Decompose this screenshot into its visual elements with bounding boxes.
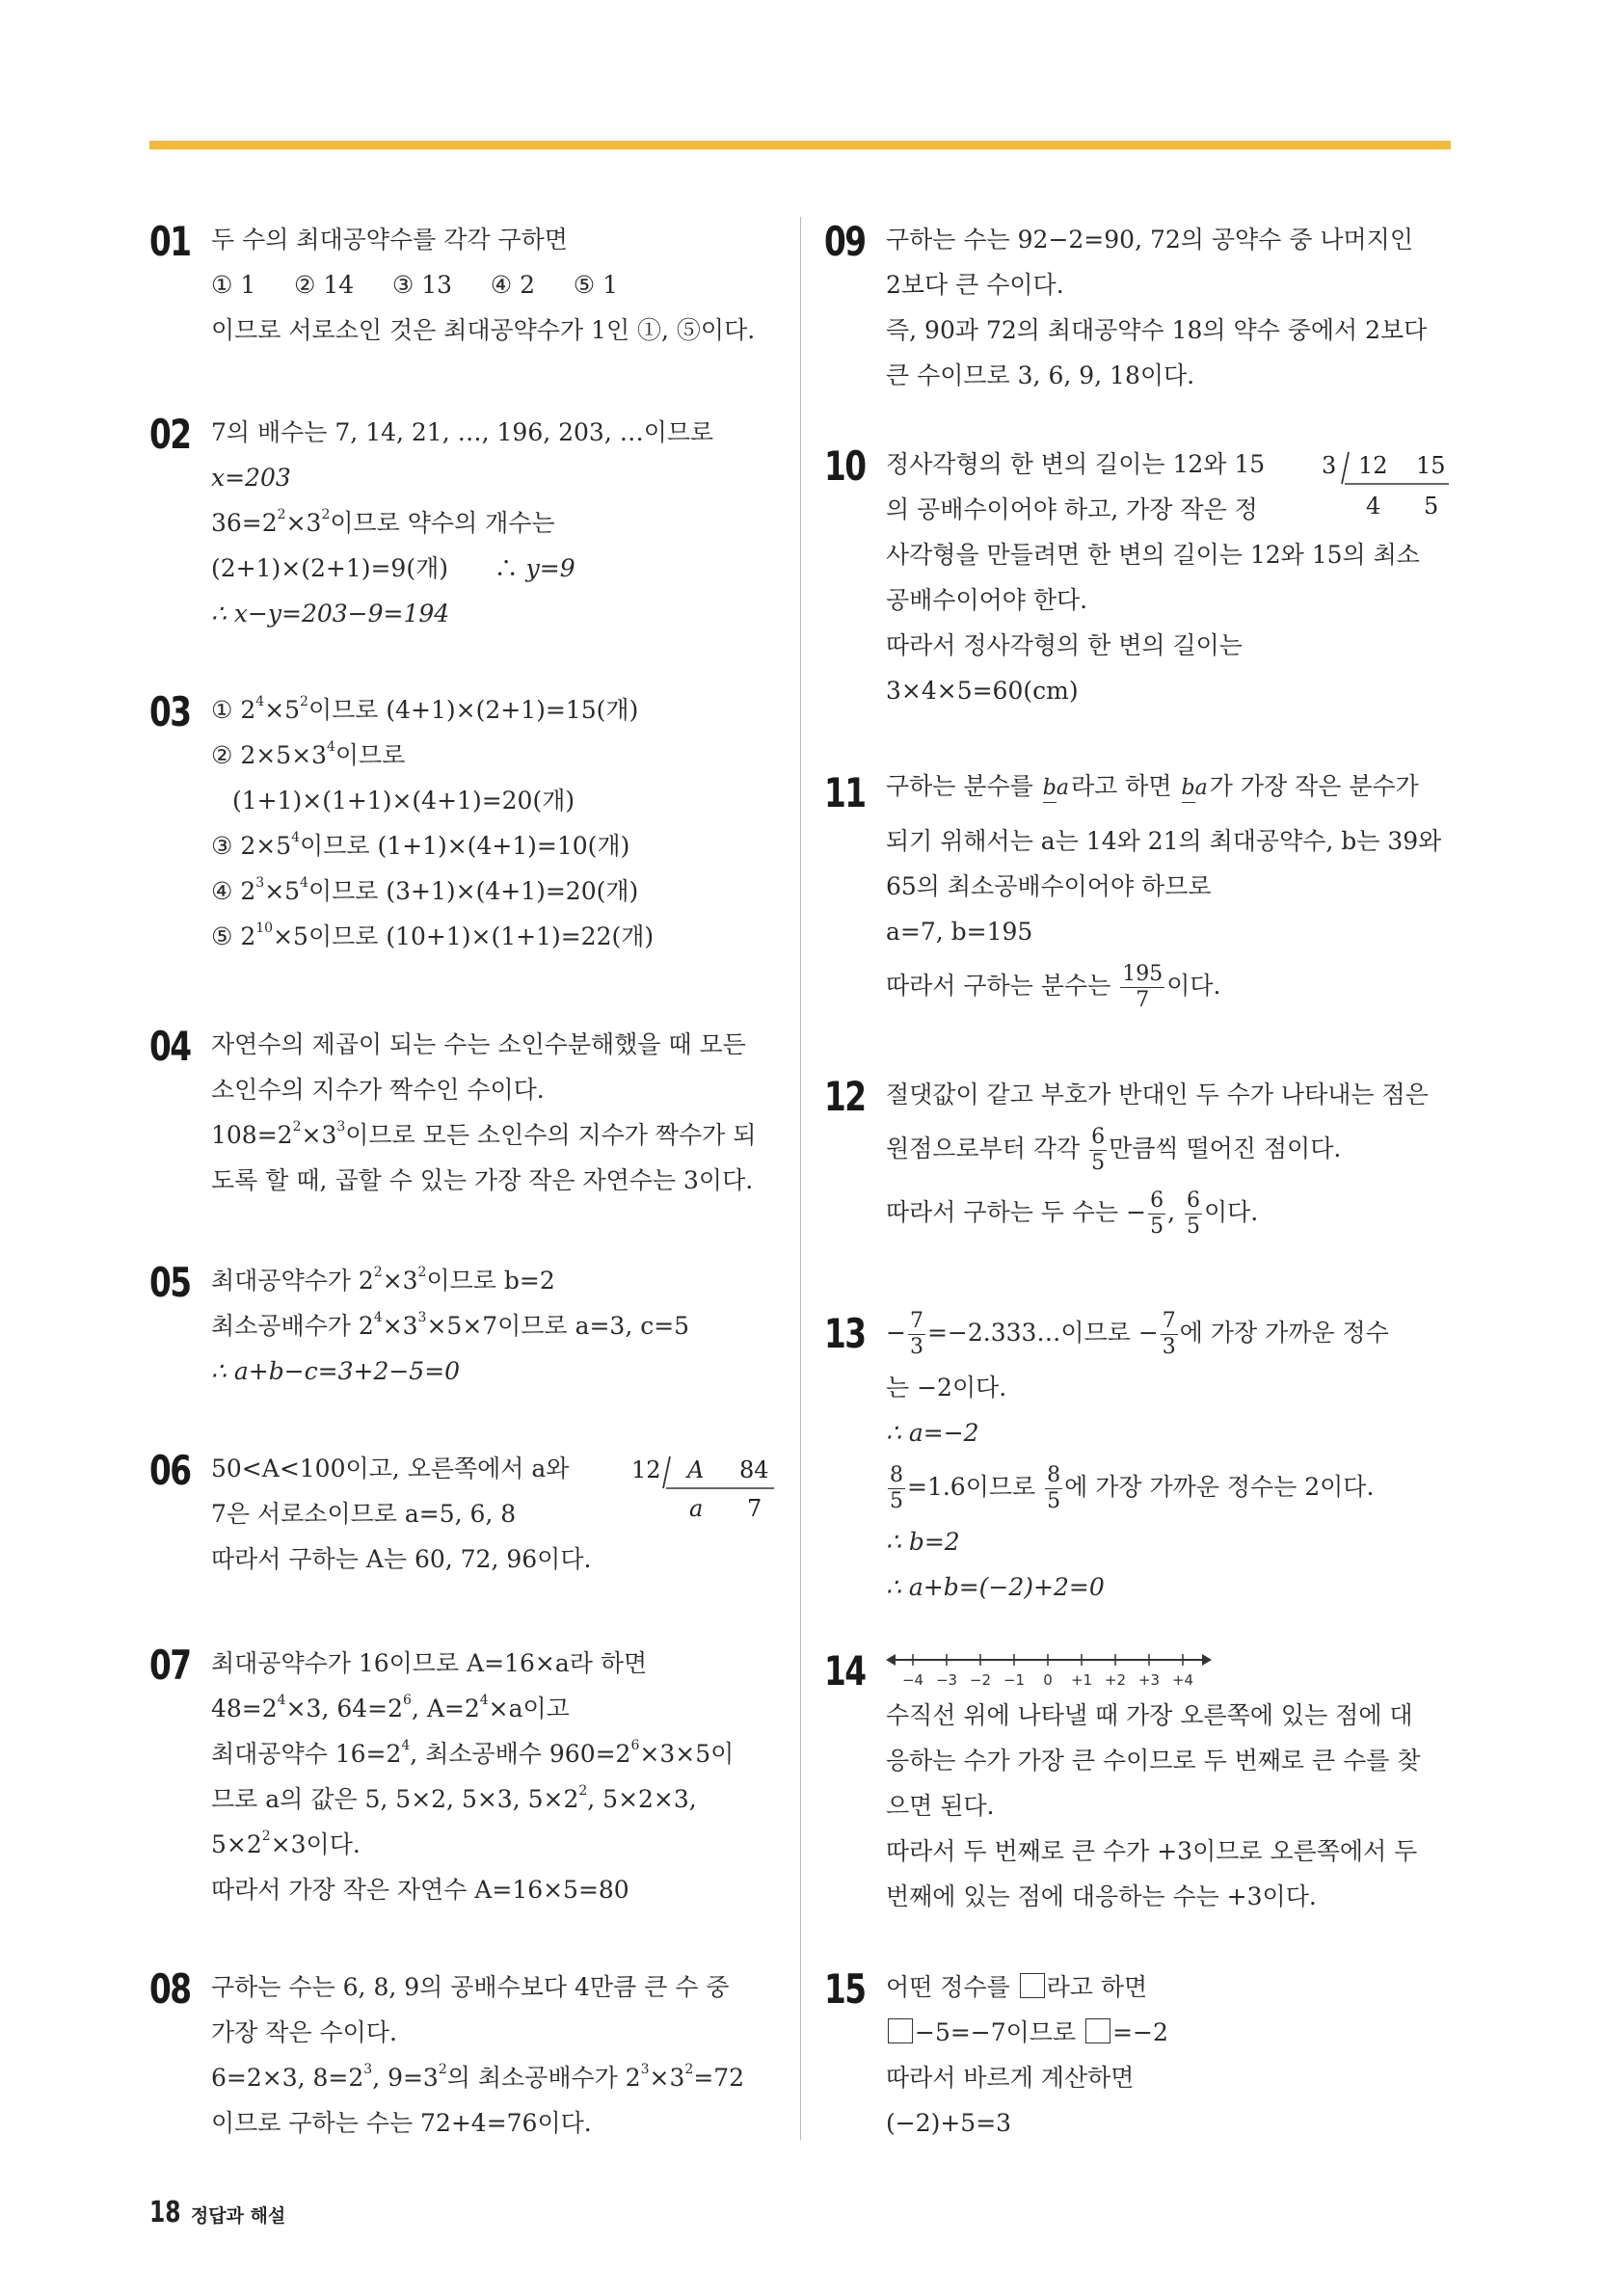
solution-line: 므로 a의 값은 5, 5×2, 5×3, $5\times 2^2$, 5×2×3, [211,1783,697,1813]
solution-line: 소인수의 지수가 짝수인 수이다. [211,1076,545,1104]
problem-number: 14 [824,1647,866,1695]
solution-line: 따라서 구하는 분수는 $\frac{195}{7}$ 이다. [886,962,1221,1012]
problem-number: 03 [149,688,191,735]
solution-line: 는 −2이다. [886,1374,1007,1402]
solution-line: 7의 배수는 7, 14, 21, …, 196, 203, …이므로 [211,418,714,446]
solution-line: 자연수의 제곱이 되는 수는 소인수분해했을 때 모든 [211,1030,746,1058]
solution-line: 수직선 위에 나타낼 때 가장 오른쪽에 있는 점에 대 [886,1701,1413,1729]
solution-line: 따라서 정사각형의 한 변의 길이는 [886,631,1243,659]
solution-line: ① 1 ② 14 ③ 13 ④ 2 ⑤ 1 [211,271,619,299]
footer-title: 정답과 해설 [190,2205,286,2227]
ladder-value: 15 [1416,452,1446,479]
solution-line: 큰 수이므로 3, 6, 9, 18이다. [886,361,1195,389]
solution-line: 의 공배수이어야 하고, 가장 작은 정 [886,495,1258,523]
fraction: $\frac{6}{5}$ [1187,1188,1200,1239]
solution-line: ∴ a+b−c=3+2−5=0 [211,1357,461,1385]
number-line-label: −2 [969,1671,992,1689]
solution-line: 정사각형의 한 변의 길이는 12와 15 [886,450,1266,478]
solution-line: 이므로 서로소인 것은 최대공약수가 1인 ①, ⑤이다. [211,316,756,344]
solution-line: ② $2\times 5\times 3^4$이므로 [211,739,406,769]
solution-line: 50<A<100이고, 오른쪽에서 a와 [211,1455,570,1482]
solution-line: ⑤ $2^{10}\times 5$이므로 (10+1)×(1+1)=22(개) [211,921,655,950]
ladder-quotient: a [689,1495,704,1522]
solution-line: $108=2^2\times 3^3$이므로 모든 소인수의 지수가 짝수가 되 [211,1119,757,1149]
ladder-quotient: 7 [747,1495,762,1522]
solution-line: 따라서 가장 작은 자연수 A=16×5=80 [211,1876,629,1904]
number-line-label: +3 [1137,1671,1161,1689]
blank-box [1085,2018,1110,2043]
fraction: ba [1182,778,1208,799]
solution-line: ① $2^4\times 5^2$이므로 (4+1)×(2+1)=15(개) [211,694,639,724]
number-line-label: +4 [1171,1671,1194,1689]
fraction: $\frac{195}{7}$ [1122,962,1164,1012]
solution-line: 따라서 두 번째로 큰 수가 +3이므로 오른쪽에서 두 [886,1837,1418,1865]
problem-number: 15 [824,1965,866,2013]
solution-line: 구하는 수는 92−2=90, 72의 공약수 중 나머지인 [886,226,1413,254]
solution-line: 되기 위해서는 a는 14와 21의 최대공약수, b는 39와 [886,827,1442,855]
solution-line: 최소공배수가 $2^4\times 3^3\times 5\times 7$이므로 a=3, c=5 [211,1310,690,1340]
problem-number: 05 [149,1259,191,1306]
arrow-right-icon [1202,1654,1212,1666]
number-line-label: −1 [1003,1671,1026,1689]
blank-box [888,2018,913,2043]
number-line [886,1646,1451,1693]
blank-box [1020,1973,1045,1998]
number-line-label: 0 [1043,1671,1053,1689]
fraction: $\frac{6}{5}$ [1150,1188,1164,1239]
solution-line: ∴ a=−2 [886,1419,979,1447]
solution-line: 가장 작은 수이다. [211,2018,397,2046]
fraction: $\frac{8}{5}$ [1047,1463,1061,1513]
number-line-label: +1 [1070,1671,1093,1689]
problem-number: 01 [149,218,191,265]
solution-line: −5=−7이므로 =−2 [886,2010,1451,2055]
fraction: ba [1043,778,1069,799]
problem-number: 12 [824,1073,866,1120]
problem-number: 13 [824,1310,866,1357]
solution-line: x=203 [211,464,291,492]
fraction: $\frac{6}{5}$ [1091,1125,1106,1175]
solution-line: 이므로 구하는 수는 72+4=76이다. [211,2109,592,2137]
solution-line: 구하는 수는 6, 8, 9의 공배수보다 4만큼 큰 수 중 [211,1973,730,2001]
solution-line: ③ $2\times 5^4$이므로 (1+1)×(4+1)=10(개) [211,830,630,860]
problem-number: 11 [824,769,866,816]
solution-line: (1+1)×(1+1)×(4+1)=20(개) [232,787,575,814]
solution-line: ∴ a+b=(−2)+2=0 [886,1573,1105,1601]
solution-line: 최대공약수 $16=2^4$, 최소공배수 $960=2^6\times 3\times 5$이 [211,1738,735,1768]
number-line-label: −3 [935,1671,958,1689]
problem-number: 04 [149,1023,191,1070]
solution-line: 응하는 수가 가장 큰 수이므로 두 번째로 큰 수를 찾 [886,1747,1421,1775]
ladder-value: A [687,1456,705,1483]
solution-line: 따라서 구하는 A는 60, 72, 96이다. [211,1545,592,1573]
ladder-quotient: 4 [1366,493,1381,520]
page-footer [149,2196,285,2229]
solution-line: 따라서 구하는 두 수는 − $\frac{6}{5}$ , $\frac{6}{5}$ 이다. [886,1188,1259,1239]
solution-line: 사각형을 만들려면 한 변의 길이는 12와 15의 최소 [886,541,1420,569]
solution-line: a=7, b=195 [886,918,1033,946]
solution-line: ∴ b=2 [886,1528,960,1556]
solution-line: 절댓값이 같고 부호가 반대인 두 수가 나타내는 점은 [886,1081,1429,1108]
problem-number: 06 [149,1447,191,1494]
problem-number: 07 [149,1642,191,1689]
solution-line: 어떤 정수를 라고 하면 [886,1973,1148,2001]
fraction: $\frac{7}{3}$ [909,1309,923,1359]
solution-line: ④ $2^3\times 5^4$이므로 (3+1)×(4+1)=20(개) [211,875,639,905]
solution-line: 2보다 큰 수이다. [886,271,1064,299]
ladder-value: 12 [1358,452,1388,479]
solution-line: 구하는 분수를 ba라고 하면 ba가 가장 작은 분수가 [886,755,1451,818]
solution-line: 으면 된다. [886,1792,995,1820]
solution-line: 최대공약수가 $2^2\times 3^2$이므로 b=2 [211,1265,555,1295]
solution-line: ∴ x−y=203−9=194 [211,600,450,627]
solution-line: 7은 서로소이므로 a=5, 6, 8 [211,1500,517,1528]
solution-line: 65의 최소공배수이어야 하므로 [886,872,1212,900]
solution-line: 6=2×3, $8=2^3$, $9=3^2$의 최소공배수가 $2^3\times 3^2=72$ [211,2062,745,2092]
number-line-label: −4 [901,1671,924,1689]
solution-line: 따라서 바르게 계산하면 [886,2064,1135,2092]
column-divider [800,217,801,2140]
solution-line: 공배수이어야 한다. [886,586,1088,614]
solution-line: 두 수의 최대공약수를 각각 구하면 [211,226,568,254]
solution-line: 번째에 있는 점에 대응하는 수는 +3이다. [886,1882,1317,1910]
problem-number: 10 [824,442,866,490]
solution-line: (−2)+5=3 [886,2109,1012,2137]
number-line-figure [886,1646,1223,1691]
problem-number: 09 [824,218,866,265]
ladder-divisor: 12 [631,1456,661,1483]
ladder-value: 84 [739,1456,769,1483]
fraction: $\frac{7}{3}$ [1162,1309,1176,1359]
solution-line: $48=2^4\times 3$, $64=2^6$, $A=2^4\times a$이고 [211,1693,570,1722]
solution-line: 즉, 90과 72의 최대공약수 18의 약수 중에서 2보다 [886,316,1428,344]
solution-line: $\frac{8}{5}$ =1.6이므로 $\frac{8}{5}$ 에 가장 가까운 정수는 2이다. [890,1463,1375,1513]
fraction: $\frac{8}{5}$ [890,1463,903,1513]
arrow-left-icon [886,1654,896,1666]
solution-line: $5\times 2^2\times 3$이다. [211,1829,361,1858]
solution-line: (2+1)×(2+1)=9(개) ∴ y=9 [211,554,575,582]
solution-line: 3×4×5=60(cm) [886,677,1079,705]
solution-line: 최대공약수가 16이므로 A=16×a라 하면 [211,1649,648,1677]
solution-line: 원점으로부터 각각 $\frac{6}{5}$ 만큼씩 떨어진 점이다. [886,1125,1342,1175]
solution-line: − $\frac{7}{3}$ =−2.333…이므로 − $\frac{7}{3}$ 에 가장 가까운 정수 [886,1309,1389,1359]
number-line-label: +2 [1104,1671,1127,1689]
ladder-quotient: 5 [1424,493,1439,520]
problem-number: 08 [149,1965,191,2013]
page-number: 18 [149,2196,181,2229]
solution-line: $36=2^2\times 3^2$이므로 약수의 개수는 [211,507,555,537]
ladder-divisor: 3 [1322,452,1337,479]
solution-line: 도록 할 때, 곱할 수 있는 가장 작은 자연수는 3이다. [211,1166,754,1194]
top-accent-bar [149,141,1451,149]
problem-number: 02 [149,411,191,458]
